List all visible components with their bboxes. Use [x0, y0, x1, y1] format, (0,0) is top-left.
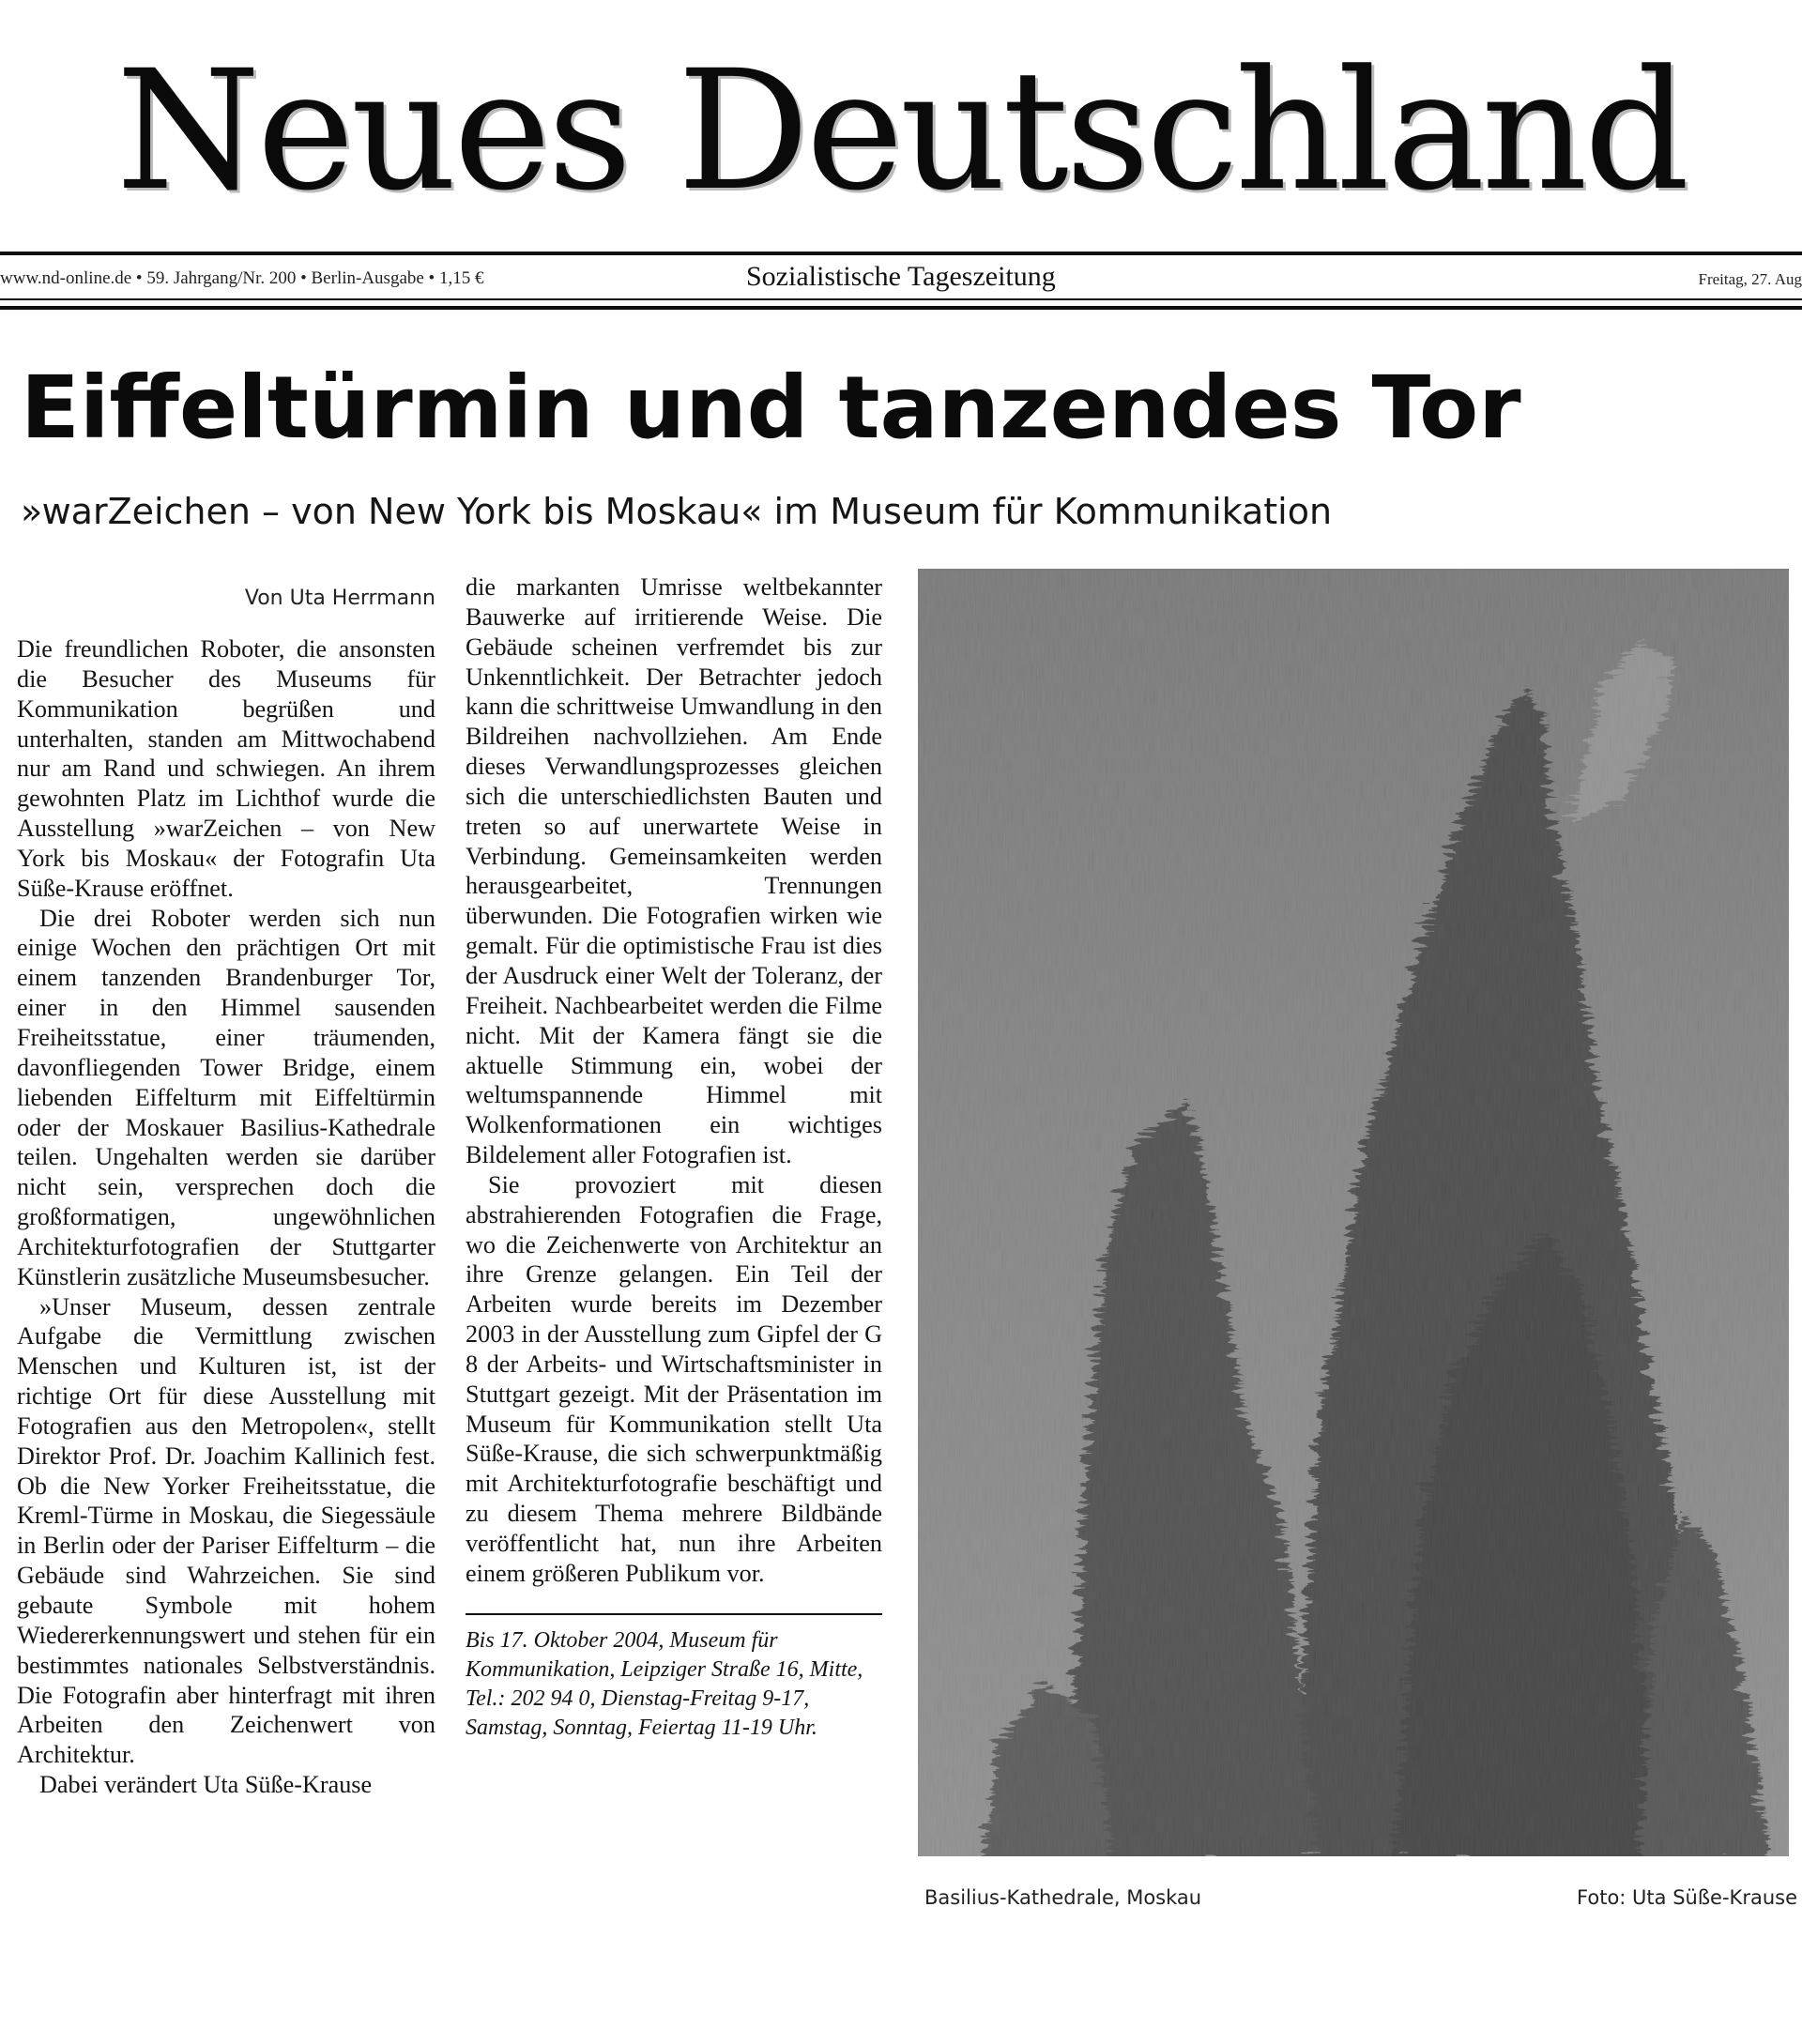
- article-headline: Eiffeltürmin und tanzendes Tor: [21, 358, 1521, 458]
- article-paragraph: Die freundlichen Roboter, die ansonsten die Besucher des Museums für Kommunikation begrüßen und unterhalten, standen am Mittwochabend nur am Rand und schwiegen. An ihrem gewohnten Platz im Lichthof wurde die Ausstellung »warZeichen – von New York bis Moskau« der Fotografin Uta Süße-Krause eröffnet.: [17, 635, 435, 902]
- masthead-rule-bottom-thick: [0, 306, 1802, 310]
- article-paragraph: die markanten Umrisse weltbekannter Bauwerke auf irritierende Weise. Die Gebäude scheinen verfremdet bis zur Unkenntlichkeit. Der Betrachter jedoch kann die schrittweise Umwandlung in den Bildreihen nachvollziehen. Am Ende dieses Verwandlungsprozesses gleichen sich die unterschiedlichsten Bauten und treten so auf unerwartete Weise in Verbindung. Gemeinsamkeiten werden herausgearbeitet, Trennungen überwunden. Die Fotografien wirken wie gemalt. Für die optimistische Frau ist dies der Ausdruck einer Welt der Toleranz, der Freiheit. Nachbearbeitet werden die Filme nicht. Mit der Kamera fängt sie die aktuelle Stimmung ein, wobei der weltumspannende Himmel mit Wolkenformationen ein wichtiges Bildelement aller Fotografien ist.: [466, 573, 882, 1169]
- info-box-rule: [466, 1613, 882, 1615]
- article-column-2: [466, 572, 882, 1743]
- cathedral-photo-image: [918, 569, 1789, 1856]
- photo-caption-row: [924, 1886, 1797, 1924]
- photo-credit: Foto: Uta Süße-Krause: [1577, 1886, 1797, 1909]
- masthead-title: Neues Deutschland: [115, 35, 1687, 227]
- masthead-date: Freitag, 27. Aug: [1698, 270, 1802, 288]
- article-photo: [918, 569, 1789, 1856]
- article-paragraph: Sie provoziert mit diesen abstrahierenden Fotografien die Frage, wo die Zeichenwerte von Architektur an ihre Grenze gelangen. Ein Teil der Arbeiten wurde bereits im Dezember 2003 in der Ausstellung zum Gipfel der G 8 der Arbeits- und Wirtschaftsminister in Stuttgart gezeigt. Mit der Präsentation im Museum für Kommunikation stellt Uta Süße-Krause, die sich schwerpunktmäßig mit Architekturfotografie beschäftigt und zu diesem Thema mehrere Bildbände veröffentlicht hat, nun ihre Arbeiten einem größeren Publikum vor.: [466, 1170, 882, 1587]
- article-paragraph: »Unser Museum, dessen zentrale Aufgabe die Vermittlung zwischen Menschen und Kulturen ist, ist der richtige Ort für diese Ausstellung mit Fotografien aus den Metropolen«, stellt Direktor Prof. Dr. Joachim Kallinich fest. Ob die New Yorker Freiheitsstatue, die Kreml-Türme in Moskau, die Siegessäule in Berlin oder der Pariser Eiffelturm – die Gebäude sind Wahrzeichen. Sie sind gebaute Symbole mit hohem Wiedererkennungswert und stehen für ein bestimmtes nationales Selbstverständnis. Die Fotografin aber hinterfragt mit ihren Arbeiten den Zeichenwert von Architektur.: [17, 1292, 435, 1769]
- masthead-rule-top: [0, 252, 1802, 255]
- article-paragraph: Dabei verändert Uta Süße-Krause: [39, 1771, 373, 1799]
- article-subheadline: »warZeichen – von New York bis Moskau« im Museum für Kommunikation: [21, 491, 1333, 532]
- exhibition-info: Bis 17. Oktober 2004, Museum für Kommunikation, Leipziger Straße 16, Mitte, Tel.: 202 94 0, Dienstag-Freitag 9-17, Samstag, Sonntag, Feiertag 11-19 Uhr.: [466, 1627, 863, 1740]
- article-paragraph: Die drei Roboter werden sich nun einige Wochen den prächtigen Ort mit einem tanzenden Brandenburger Tor, einer in den Himmel sausenden Freiheitsstatue, einer träumenden, davonfliegenden Tower Bridge, einem liebenden Eiffelturm mit Eiffeltürmin oder der Moskauer Basilius-Kathedrale teilen. Ungehalten werden sie darüber nicht sein, versprechen doch die großformatigen, ungewöhnlichen Architekturfotografien der Stuttgarter Künstlerin zusätzliche Museumsbesucher.: [17, 904, 435, 1290]
- article-byline: Von Uta Herrmann: [244, 587, 435, 610]
- photo-caption: Basilius-Kathedrale, Moskau: [924, 1886, 1202, 1909]
- masthead-info-left: www.nd-online.de • 59. Jahrgang/Nr. 200 • Berlin-Ausgabe • 1,15 €: [0, 268, 484, 288]
- masthead-rule-bottom: [0, 298, 1802, 300]
- masthead-info-line: [0, 259, 1802, 297]
- masthead-tagline: Sozialistische Tageszeitung: [746, 261, 1056, 292]
- article-column-1: [17, 580, 435, 1800]
